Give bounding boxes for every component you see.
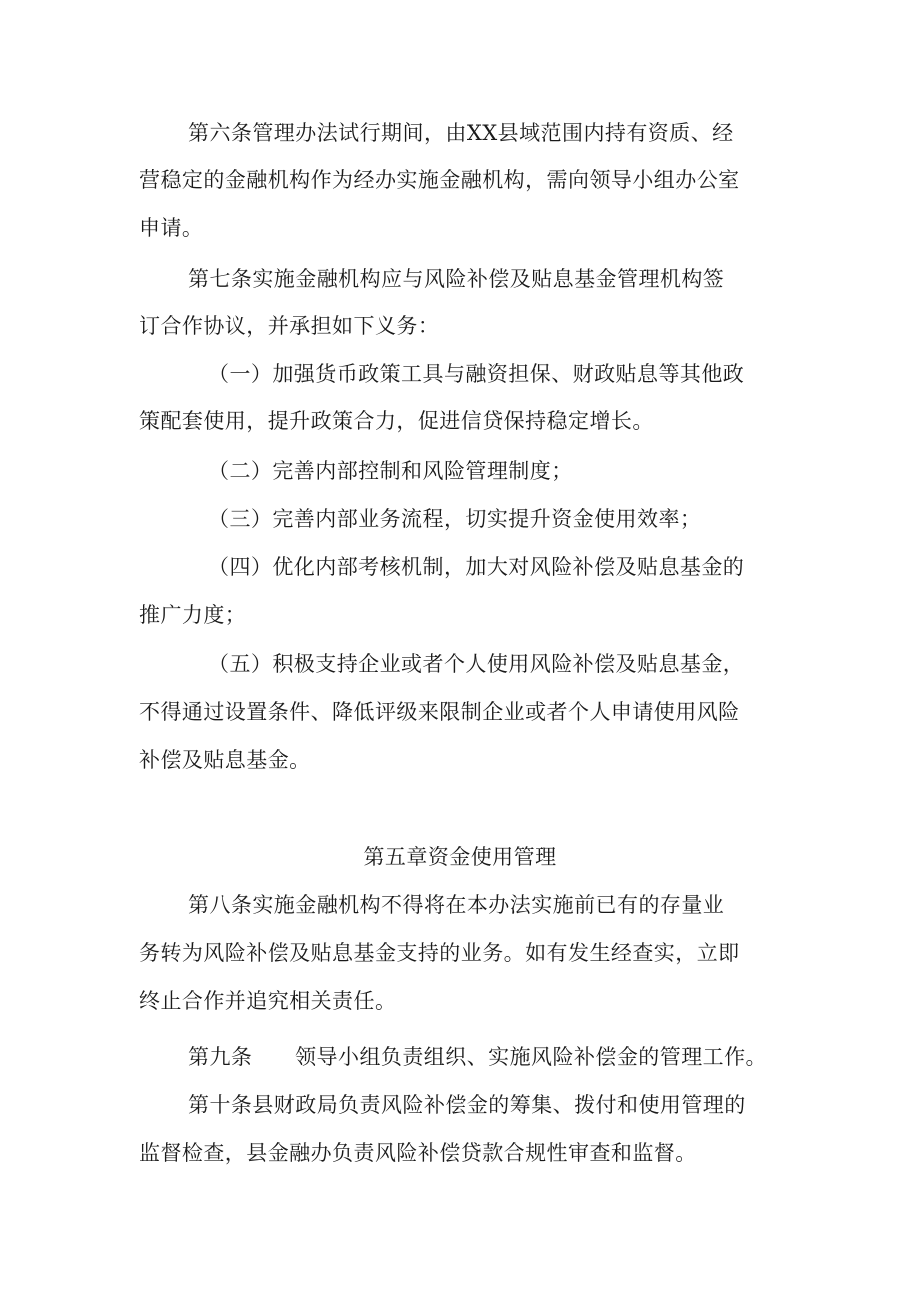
chapter-heading: 第五章资金使用管理: [363, 845, 557, 869]
paragraph-line: 不得通过设置条件、降低评级来限制企业或者个人申请使用风险: [139, 700, 740, 724]
paragraph-line: （二）完善内部控制和风险管理制度；: [208, 459, 573, 483]
paragraph-line: 第六条管理办法试行期间，由XX县域范围内持有资质、经: [188, 121, 734, 145]
paragraph-line: 订合作协议，并承担如下义务：: [139, 314, 440, 338]
paragraph-line: 第十条县财政局负责风险补偿金的筹集、拨付和使用管理的: [188, 1093, 746, 1117]
paragraph-line: 第九条 领导小组负责组织、实施风险补偿金的管理工作。: [188, 1045, 767, 1069]
paragraph-line: 申请。: [139, 216, 204, 240]
paragraph-line: 第七条实施金融机构应与风险补偿及贴息基金管理机构签: [188, 267, 725, 291]
paragraph-line: （四）优化内部考核机制，加大对风险补偿及贴息基金的: [208, 555, 745, 579]
paragraph-line: （五）积极支持企业或者个人使用风险补偿及贴息基金，: [208, 652, 745, 676]
paragraph-line: （一）加强货币政策工具与融资担保、财政贴息等其他政: [208, 362, 745, 386]
paragraph-line: 策配套使用，提升政策合力，促进信贷保持稳定增长。: [139, 409, 654, 433]
paragraph-line: 推广力度；: [139, 603, 247, 627]
paragraph-line: 终止合作并追究相关责任。: [139, 989, 397, 1013]
paragraph-line: 第八条实施金融机构不得将在本办法实施前已有的存量业: [188, 893, 725, 917]
paragraph-line: （三）完善内部业务流程，切实提升资金使用效率；: [208, 507, 702, 531]
paragraph-line: 务转为风险补偿及贴息基金支持的业务。如有发生经查实，立即: [139, 941, 740, 965]
paragraph-line: 监督检查，县金融办负责风险补偿贷款合规性审查和监督。: [139, 1141, 697, 1165]
paragraph-line: 营稳定的金融机构作为经办实施金融机构，需向领导小组办公室: [139, 168, 740, 192]
paragraph-line: 补偿及贴息基金。: [139, 748, 311, 772]
